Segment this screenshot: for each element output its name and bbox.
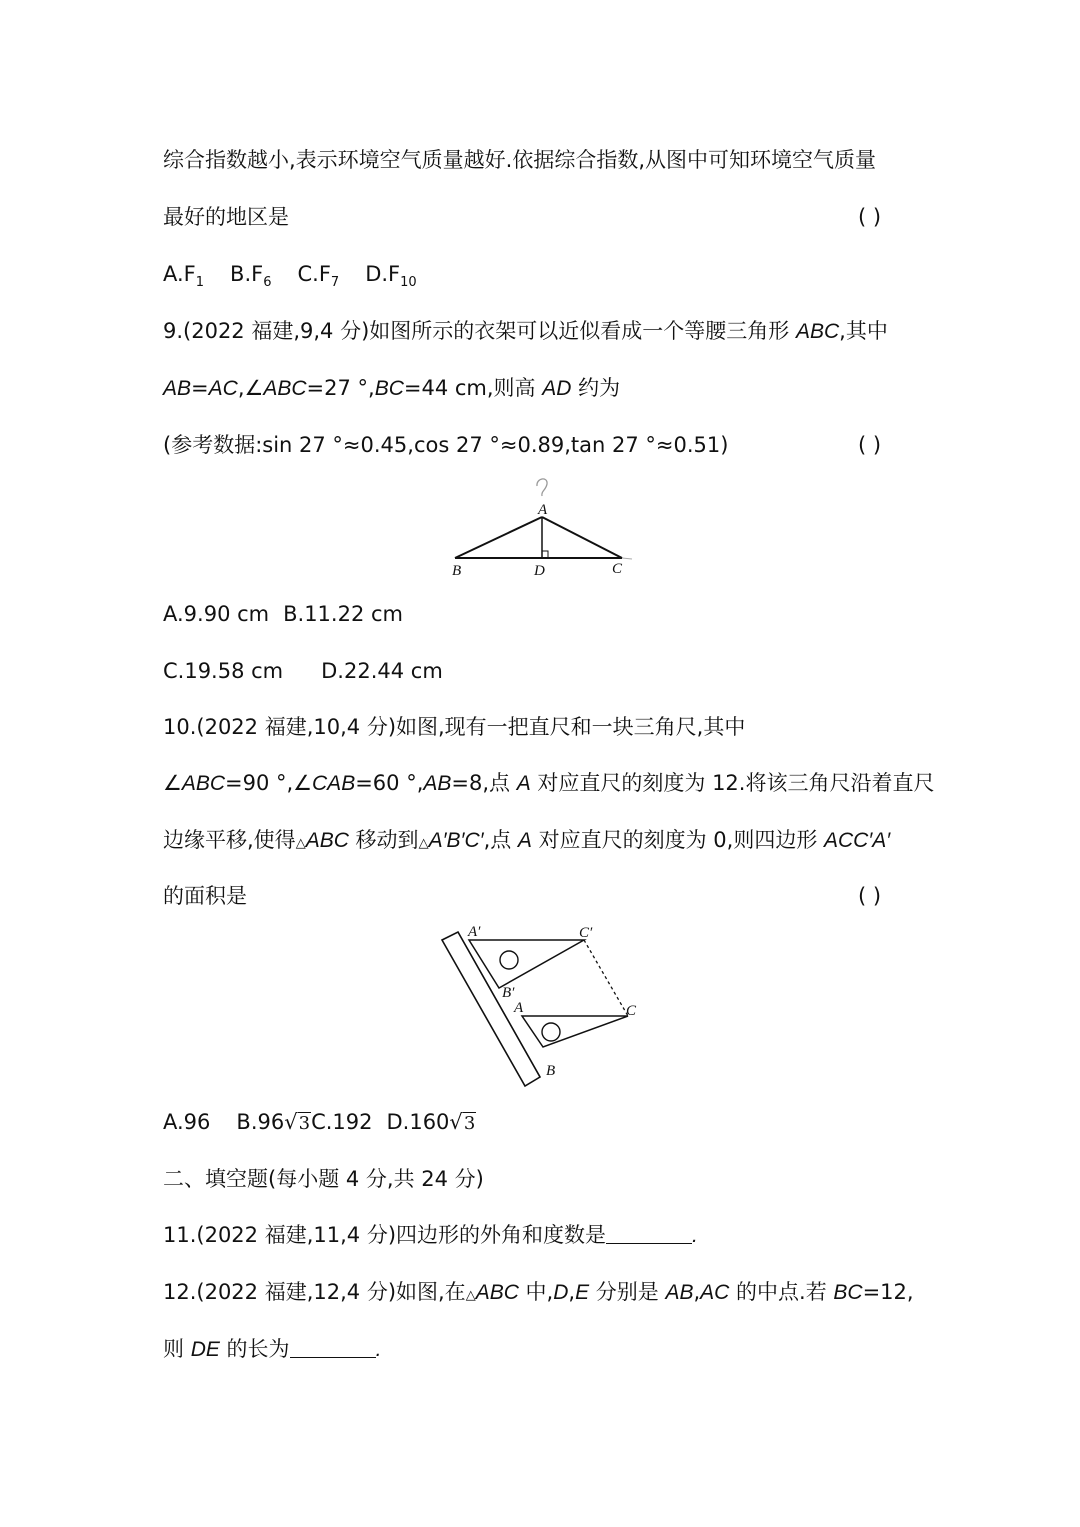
q11-answer-blank[interactable] [606, 1221, 692, 1244]
q11-line: 11.(2022 福建,11,4 分)四边形的外角和度数是 . [163, 1223, 698, 1247]
intro-line-2: 最好的地区是 [163, 205, 289, 229]
label-a: A [514, 1000, 524, 1016]
answer-paren-q9: ( ) [858, 433, 882, 457]
q8-option-d[interactable]: $D.F_{10}$ [365, 262, 417, 290]
q8-option-b[interactable]: $B.F_6$ [230, 262, 272, 290]
section-heading: 二、填空题(每小题 4 分,共 24 分) [163, 1167, 484, 1191]
label-b: B [452, 563, 462, 579]
q8-option-a[interactable]: $A.F_1$ [163, 262, 205, 290]
label-d: D [534, 563, 545, 579]
ruler [442, 932, 540, 1086]
q10-line-1: 10.(2022 福建,10,4 分)如图,现有一把直尺和一块三角尺,其中 [163, 715, 746, 739]
label-a-prime: A′ [468, 924, 481, 940]
q9-line-3: (参考数据:sin 27 °≈0.45,cos 27 °≈0.89,tan 27 °≈0.51) [163, 433, 729, 457]
q10-option-b[interactable]: B.96√3 [236, 1110, 311, 1134]
q10-options [163, 1107, 476, 1139]
label-c-prime: C′ [579, 925, 593, 941]
q10-option-a[interactable]: A.96 [163, 1110, 211, 1134]
q9-options-row-2 [163, 656, 443, 686]
side-ab [455, 517, 542, 558]
q12-line-1: 12.(2022 福建,12,4 分)如图,在△ABC 中,D,E 分别是 AB,AC 的中点.若 BC=12, [163, 1280, 914, 1304]
label-b-prime: B′ [502, 985, 515, 1001]
intro-line-1: 综合指数越小,表示环境空气质量越好.依据综合指数,从图中可知环境空气质量 [163, 148, 877, 172]
label-c: C [612, 561, 623, 577]
q9-hanger-figure [440, 476, 650, 586]
triangle-abc [522, 1016, 628, 1047]
q9-option-b[interactable]: B.11.22 cm [283, 602, 403, 626]
triangle-hole-bottom [542, 1023, 560, 1041]
hanger-hook [537, 479, 547, 496]
q9-line-1: 9.(2022 福建,9,4 分)如图所示的衣架可以近似看成一个等腰三角形 ABC,其中 [163, 319, 888, 343]
side-ac [542, 517, 622, 558]
triangle-hole-top [500, 951, 518, 969]
answer-paren-q8: ( ) [858, 205, 882, 229]
q9-option-c[interactable]: C.19.58 cm [163, 659, 284, 683]
q10-line-4: 的面积是 [163, 884, 247, 908]
segment-cc1 [584, 940, 628, 1016]
label-c: C [626, 1003, 637, 1019]
q10-option-c[interactable]: C.192 [311, 1110, 373, 1134]
q8-options [163, 259, 417, 289]
q12-line-2: 则 DE 的长为 . [163, 1337, 382, 1361]
answer-paren-q10: ( ) [858, 884, 882, 908]
q9-option-d[interactable]: D.22.44 cm [321, 659, 443, 683]
q9-options-row-1 [163, 599, 403, 629]
q10-line-3: 边缘平移,使得△ABC 移动到△A′B′C′,点 A 对应直尺的刻度为 0,则四边形 ACC′A′ [163, 828, 891, 852]
q12-answer-blank[interactable] [290, 1335, 376, 1358]
q9-option-a[interactable]: A.9.90 cm [163, 602, 270, 626]
q10-option-d[interactable]: D.160√3 [386, 1110, 476, 1134]
right-angle-mark [542, 551, 548, 558]
q8-option-c[interactable]: $C.F_7$ [297, 262, 340, 290]
q9-line-2: AB=AC,∠ABC=27 °,BC=44 cm,则高 AD 约为 [163, 376, 621, 400]
label-a: A [538, 502, 548, 518]
label-b: B [546, 1063, 556, 1079]
sqrt-symbol: √3 [284, 1110, 311, 1134]
q10-ruler-figure [430, 920, 650, 1095]
q10-line-2: ∠ABC=90 °,∠CAB=60 °,AB=8,点 A 对应直尺的刻度为 12.将该三角尺沿着直尺 [163, 771, 935, 795]
sqrt-symbol: √3 [449, 1110, 476, 1134]
